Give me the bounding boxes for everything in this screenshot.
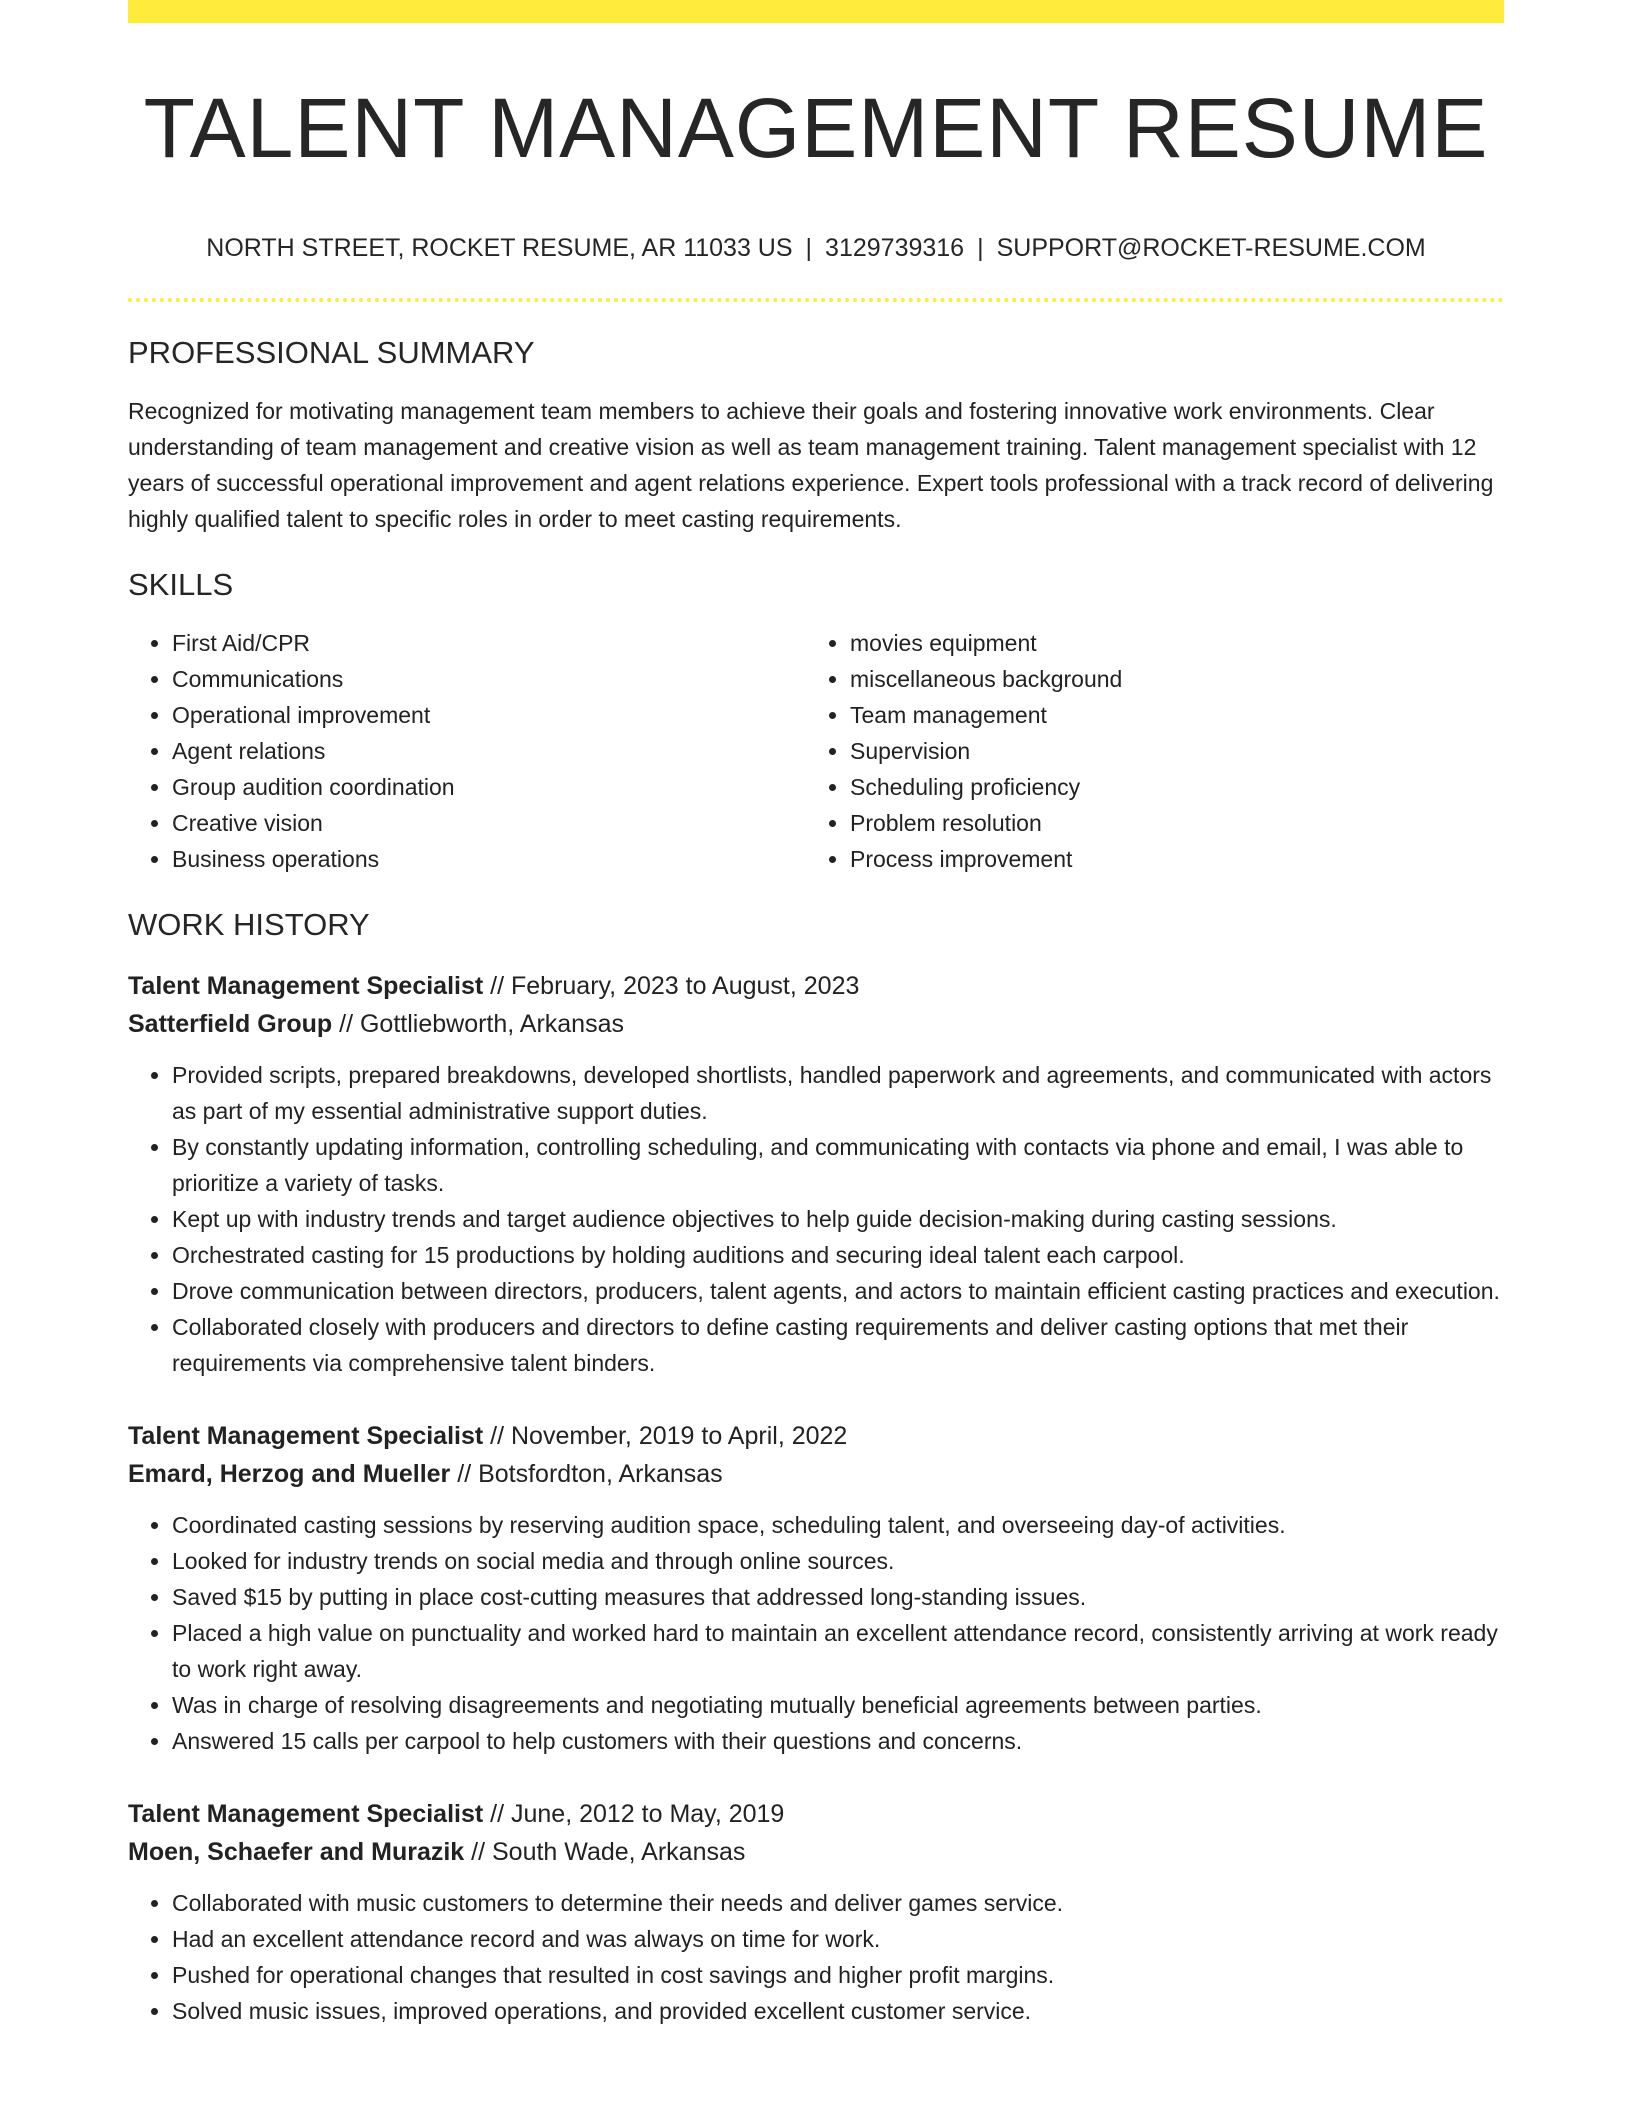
job-bullet-list [128, 1057, 1504, 1381]
dotted-divider [128, 298, 1504, 302]
job-company: Satterfield Group [128, 1010, 333, 1038]
skill-item: • Problem resolution [850, 805, 1484, 841]
job-bullet: • Was in charge of resolving disagreements and negotiating mutually beneficial agreements between parties. [172, 1687, 1504, 1723]
job-entry [128, 1795, 1504, 2029]
job-bullet: • Collaborated with music customers to determine their needs and deliver games service. [172, 1885, 1504, 1921]
skill-item: • Team management [850, 697, 1484, 733]
skill-item: • Process improvement [850, 841, 1484, 877]
contact-separator: | [977, 234, 984, 262]
skill-item: • movies equipment [850, 625, 1484, 661]
work-history-heading: WORK HISTORY [128, 907, 370, 942]
job-bullet: • Had an excellent attendance record and was always on time for work. [172, 1921, 1504, 1957]
job-company-line [128, 1455, 1504, 1493]
job-bullet: • Answered 15 calls per carpool to help customers with their questions and concerns. [172, 1723, 1504, 1759]
job-entry [128, 967, 1504, 1381]
job-bullet: • Collaborated closely with producers and directors to define casting requirements and deliver casting options that met their requirements via comprehensive talent binders. [172, 1309, 1504, 1381]
job-role: Talent Management Specialist [128, 1800, 484, 1828]
job-location: // South Wade, Arkansas [471, 1838, 746, 1866]
job-bullet: • Looked for industry trends on social media and through online sources. [172, 1543, 1504, 1579]
job-company: Emard, Herzog and Mueller [128, 1460, 451, 1488]
skill-item: • Scheduling proficiency [850, 769, 1484, 805]
skills-column-right [806, 625, 1484, 877]
job-bullet: • By constantly updating information, controlling scheduling, and communicating with contacts via phone and email, I was able to prioritize a variety of tasks. [172, 1129, 1504, 1201]
contact-line [128, 231, 1504, 265]
summary-heading: PROFESSIONAL SUMMARY [128, 335, 535, 370]
job-company: Moen, Schaefer and Murazik [128, 1838, 465, 1866]
contact-email[interactable]: SUPPORT@ROCKET-RESUME.COM [996, 234, 1426, 262]
skill-item: • First Aid/CPR [172, 625, 806, 661]
job-bullet: • Kept up with industry trends and target audience objectives to help guide decision-making during casting sessions. [172, 1201, 1504, 1237]
job-company-line [128, 1833, 1504, 1871]
resume-title: TALENT MANAGEMENT RESUME [143, 81, 1489, 175]
skill-item: • Operational improvement [172, 697, 806, 733]
skill-item: • Business operations [172, 841, 806, 877]
job-role-line [128, 1795, 1504, 1833]
job-company-line [128, 1005, 1504, 1043]
job-bullet: • Saved $15 by putting in place cost-cutting measures that addressed long-standing issues. [172, 1579, 1504, 1615]
resume-content [128, 0, 1504, 2029]
job-bullet: • Solved music issues, improved operations, and provided excellent customer service. [172, 1993, 1504, 2029]
job-dates: // February, 2023 to August, 2023 [490, 972, 860, 1000]
contact-phone[interactable]: 3129739316 [825, 234, 965, 262]
job-dates: // June, 2012 to May, 2019 [490, 1800, 785, 1828]
skills-list [128, 625, 1504, 877]
job-entry [128, 1417, 1504, 1759]
job-role-line [128, 1417, 1504, 1455]
job-bullet: • Placed a high value on punctuality and worked hard to maintain an excellent attendance record, consistently arriving at work ready to work right away. [172, 1615, 1504, 1687]
skill-item: • Supervision [850, 733, 1484, 769]
job-bullet: • Provided scripts, prepared breakdowns, developed shortlists, handled paperwork and agreements, and communicated with actors as part of my essential administrative support duties. [172, 1057, 1504, 1129]
summary-text: Recognized for motivating management team members to achieve their goals and fostering innovative work environments. Clear understanding of team management and creative vision as well as team management training. Talent management specialist with 12 years of successful operational improvement and agent relations experience. Expert tools professional with a track record of delivering highly qualified talent to specific roles in order to meet casting requirements. [128, 398, 1494, 532]
job-dates: // November, 2019 to April, 2022 [490, 1422, 848, 1450]
job-bullet: • Coordinated casting sessions by reserving audition space, scheduling talent, and overseeing day-of activities. [172, 1507, 1504, 1543]
skills-column-left [128, 625, 806, 877]
job-bullet-list [128, 1507, 1504, 1759]
skill-item: • miscellaneous background [850, 661, 1484, 697]
contact-separator: | [805, 234, 813, 262]
job-bullet: • Pushed for operational changes that resulted in cost savings and higher profit margins. [172, 1957, 1504, 1993]
skill-item: • Creative vision [172, 805, 806, 841]
contact-address: NORTH STREET, ROCKET RESUME, AR 11033 US [206, 234, 793, 262]
skill-item: • Group audition coordination [172, 769, 806, 805]
job-role-line [128, 967, 1504, 1005]
job-location: // Botsfordton, Arkansas [457, 1460, 723, 1488]
skill-item: • Communications [172, 661, 806, 697]
job-role: Talent Management Specialist [128, 1422, 484, 1450]
skill-item: • Agent relations [172, 733, 806, 769]
job-bullet: • Orchestrated casting for 15 productions by holding auditions and securing ideal talent each carpool. [172, 1237, 1504, 1273]
job-role: Talent Management Specialist [128, 972, 484, 1000]
job-bullet: • Drove communication between directors, producers, talent agents, and actors to maintain efficient casting practices and execution. [172, 1273, 1504, 1309]
job-bullet-list [128, 1885, 1504, 2029]
job-location: // Gottliebworth, Arkansas [339, 1010, 624, 1038]
skills-heading: SKILLS [128, 567, 234, 602]
